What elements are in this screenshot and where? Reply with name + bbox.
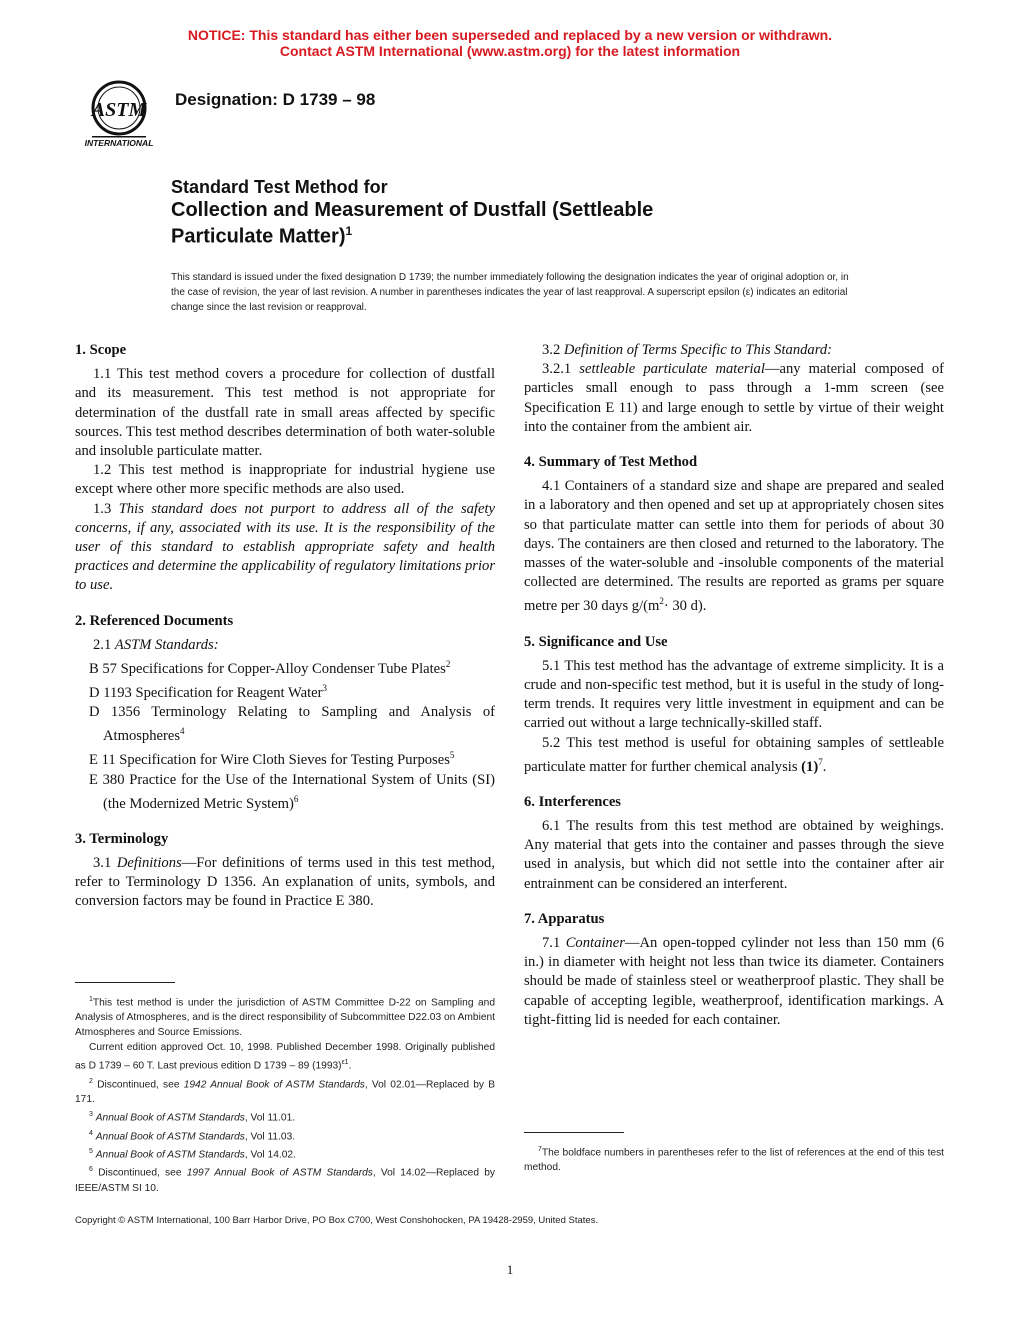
footnotes-right bbox=[524, 1142, 944, 1175]
astm-logo bbox=[74, 78, 164, 150]
copyright: Copyright © ASTM International, 100 Barr Harbor Drive, PO Box C700, West Conshohocken, PA 19428-2959, United States. bbox=[75, 1215, 599, 1226]
designation: Designation: D 1739 – 98 bbox=[175, 90, 376, 109]
section-1-heading: 1. Scope bbox=[75, 342, 127, 358]
para-1-1: 1.1 This test method covers a procedure for collection of dustfall and its measurement. This test method is not appropriate for determination of the dustfall rate in small areas affected by specific sources. This test method describes determination of both water-soluble and insoluble particulate matter. bbox=[75, 366, 495, 460]
para-6-1: 6.1 The results from this test method are obtained by weighings. Any material that gets into the container and passes through the sieve used in analysis, but which did not settle into the container after air entrainment can be considered an interferent. bbox=[524, 817, 944, 892]
page-number: 1 bbox=[506, 1262, 514, 1277]
para-3-2-1: 3.2.1 settleable particulate material—any material composed of particles small enough to pass through a 1-mm screen (see Specification E 11) and large enough to settle by virtue of their weight into the container from the ambient air. bbox=[524, 361, 945, 435]
section-7-heading: 7. Apparatus bbox=[524, 910, 605, 927]
section-4-heading: 4. Summary of Test Method bbox=[524, 454, 698, 471]
title-footnote-mark: 1 bbox=[345, 224, 353, 238]
notice-line-2: Contact ASTM International (www.astm.org) for the latest information bbox=[279, 43, 741, 59]
section-6-heading: 6. Interferences bbox=[524, 793, 621, 810]
notice-line-1: NOTICE: This standard has either been superseded and replaced by a new version or withdrawn. bbox=[187, 27, 833, 43]
svg-text:INTERNATIONAL: INTERNATIONAL bbox=[84, 138, 154, 148]
reference-item: B 57 Specifications for Copper-Alloy Condenser Tube Plates$^2$ bbox=[89, 659, 451, 677]
footnote-1b: Current edition approved Oct. 10, 1998. Published December 1998. Originally published as D 1739 – 60 T. Last previous edition D 1739 – 89 $(1993)^{\varepsilon 1}$. bbox=[75, 1042, 495, 1072]
para-1-2: 1.2 This test method is inappropriate for industrial hygiene use except where other more specific methods are also used. bbox=[75, 462, 495, 498]
para-2-1: 2.1 ASTM Standards: bbox=[93, 636, 219, 653]
title-line-1: Standard Test Method for bbox=[171, 177, 388, 197]
reference-item: D 1193 Specification for Reagent Water$^3$ bbox=[89, 683, 327, 701]
svg-text:ASTM: ASTM bbox=[91, 99, 147, 121]
footnote-divider-right bbox=[524, 1132, 624, 1133]
para-1-3: 1.3 This standard does not purport to address all of the safety concerns, if any, associated with its use. It is the responsibility of the user of this standard to establish appropriate safety and health practices and determine the applicability of regulatory limitations prior to use. bbox=[75, 500, 495, 594]
footnote-2: $^2$ Discontinued, see 1942 Annual Book of ASTM Standards, Vol 02.01—Replaced by B 171. bbox=[75, 1077, 495, 1106]
reference-item: E 380 Practice for the Use of the International System of Units (SI) (the Modernized Metric System)$^6$ bbox=[89, 771, 495, 812]
footnote-3: $^3$ Annual Book of ASTM Standards, Vol 11.01. bbox=[89, 1111, 296, 1124]
issuance-note: This standard is issued under the fixed designation D 1739; the number immediately following the designation indicates the year of original adoption or, in the case of revision, the year of last revision. A number in parentheses indicates the year of last reapproval. A superscript epsilon (ε) indicates an editorial change since the last revision or reapproval. bbox=[171, 272, 849, 313]
para-3-2: 3.2 Definition of Terms Specific to This Standard: bbox=[542, 342, 833, 358]
para-5-2: 5.2 This test method is useful for obtaining samples of settleable particulate matter for further chemical analysis $(1)^7$. bbox=[524, 734, 944, 775]
right-column bbox=[524, 341, 944, 1030]
footnote-4: $^4$ Annual Book of ASTM Standards, Vol 11.03. bbox=[89, 1129, 296, 1142]
para-7-1: 7.1 Container—An open-topped cylinder not less than 150 mm (6 in.) in diameter with height not less than twice its diameter. Containers should be made of stainless steel or weatherproof plastic. They shall be capable of accepting legible, weatherproof, identification markings. A tight-fitting lid is needed for each container. bbox=[524, 935, 945, 1028]
left-column bbox=[75, 341, 495, 912]
para-5-1: 5.1 This test method has the advantage of extreme simplicity. It is a crude and non-specific test method, but it is useful in the study of long-term trends. It requires very little investment in equipment and can be carried out without a large technically-skilled staff. bbox=[524, 657, 944, 732]
para-3-1: 3.1 Definitions—For definitions of terms used in this test method, refer to Terminology D 1356. An explanation of units, symbols, and conversion factors may be found in Practice E 380. bbox=[75, 854, 495, 910]
section-3-heading: 3. Terminology bbox=[75, 830, 169, 847]
reference-item: E 11 Specification for Wire Cloth Sieves for Testing Purposes$^5$ bbox=[89, 750, 455, 769]
section-5-heading: 5. Significance and Use bbox=[524, 633, 668, 650]
footnote-1: $^1$This test method is under the jurisdiction of ASTM Committee D-22 on Sampling and Analysis of Atmospheres, and is the direct responsibility of Subcommittee D22.03 on Ambient Atmospheres and Source Emissions. bbox=[75, 996, 495, 1039]
reference-item: D 1356 Terminology Relating to Sampling and Analysis of Atmospheres$^4$ bbox=[89, 704, 495, 745]
footnotes-left bbox=[75, 992, 495, 1196]
para-4-1: 4.1 Containers of a standard size and shape are prepared and sealed in a laboratory and then opened and set up at appropriately chosen sites so that particulate matter can settle into them for periods of about 30 days. The containers are then closed and returned to the laboratory. The masses of the water-soluble and -insoluble components of the material collected are determined. The results are reported as grams per square metre per 30 days $g/(m^2\cdot 30$ d). bbox=[524, 478, 944, 615]
footnote-5: $^5$ Annual Book of ASTM Standards, Vol 14.02. bbox=[89, 1147, 296, 1161]
footnote-6: $^6$ Discontinued, see 1997 Annual Book of ASTM Standards, Vol 14.02—Replaced by IEEE/ASTM SI 10. bbox=[75, 1166, 495, 1194]
footnote-7: $^7$The boldface numbers in parentheses refer to the list of references at the end of this test method. bbox=[524, 1146, 944, 1174]
footnote-divider-left bbox=[75, 982, 175, 983]
title-line-3: Particulate Matter)$^1$ bbox=[171, 224, 353, 248]
title-line-2: Collection and Measurement of Dustfall (Settleable bbox=[171, 199, 654, 221]
section-2-heading: 2. Referenced Documents bbox=[75, 612, 234, 629]
